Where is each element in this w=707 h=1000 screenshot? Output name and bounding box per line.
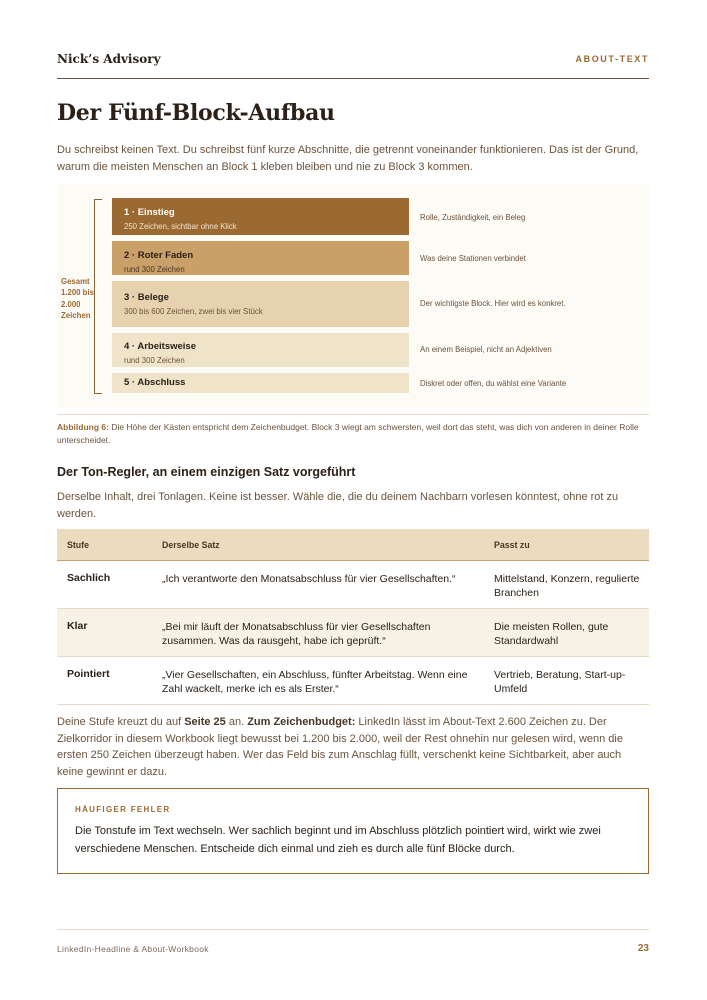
block-title: 3 · Belege — [124, 292, 169, 303]
intro-paragraph: Du schreibst keinen Text. Du schreibst fünf kurze Abschnitte, die getrennt voneinander funktionieren. Das ist der Grund, warum die meisten Menschen an Block 1 kleben bleiben und nie zu Block 3 kommen. — [57, 144, 639, 173]
warning-label: HÄUFIGER FEHLER — [75, 805, 171, 814]
caption-label: Abbildung 6: — [57, 422, 109, 432]
total-label: Gesamt 1.200 bis 2.000 Zeichen — [61, 277, 94, 320]
cell-passt: Vertrieb, Beratung, Start-up-Umfeld — [494, 669, 626, 695]
page-reference: Seite 25 — [184, 716, 226, 728]
cell-stufe: Pointiert — [67, 668, 110, 680]
column-header-passt: Passt zu — [494, 540, 530, 550]
cell-passt: Mittelstand, Konzern, regulierte Branchen — [494, 573, 640, 599]
page-number: 23 — [637, 943, 649, 954]
block-3-note: Der wichtigste Block. Hier wird es konkret. — [420, 299, 566, 308]
five-block-diagram — [57, 184, 649, 408]
page-header — [57, 52, 649, 79]
section-paragraph: Derselbe Inhalt, drei Tonlagen. Keine ist besser. Wähle die, die du deinem Nachbarn vorlesen könntest, ohne rot zu werden. — [57, 491, 619, 520]
block-subtitle: 300 bis 600 Zeichen, zwei bis vier Stück — [124, 307, 263, 316]
block-5-note: Diskret oder offen, du wählst eine Variante — [420, 379, 567, 388]
cell-passt: Die meisten Rollen, gute Standardwahl — [494, 621, 609, 647]
block-3 — [112, 281, 409, 327]
block-title: 4 · Arbeitsweise — [124, 341, 196, 352]
footer-title: LinkedIn-Headline & About-Workbook — [57, 944, 209, 954]
warning-text: Die Tonstufe im Text wechseln. Wer sachlich beginnt und im Abschluss plötzlich pointiert wird, wirkt wie zwei verschiedene Menschen. Entscheide dich einmal und zieh es durch alle fünf Blöcke durch. — [75, 825, 601, 855]
block-1 — [112, 198, 409, 235]
caption-text: Die Höhe der Kästen entspricht dem Zeichenbudget. Block 3 wiegt am schwersten, weil dort das steht, was dich von anderen in deiner Rolle unterscheidet. — [57, 422, 639, 445]
table-row — [57, 657, 649, 705]
section-heading: Der Ton-Regler, an einem einzigen Satz vorgeführt — [57, 465, 356, 479]
block-1-note: Rolle, Zuständigkeit, ein Beleg — [420, 213, 526, 222]
block-title: 5 · Abschluss — [124, 377, 186, 388]
page-title: Der Fünf-Block-Aufbau — [57, 100, 335, 126]
block-subtitle: rund 300 Zeichen — [124, 356, 185, 365]
block-2 — [112, 241, 409, 275]
column-header-satz: Derselbe Satz — [162, 540, 220, 550]
block-subtitle: rund 300 Zeichen — [124, 265, 185, 274]
table-header-row — [57, 529, 649, 561]
table-row — [57, 561, 649, 609]
budget-paragraph — [57, 714, 649, 780]
block-4-note: An einem Beispiel, nicht an Adjektiven — [420, 345, 552, 354]
page-footer — [57, 929, 649, 960]
block-5 — [112, 373, 409, 393]
cell-satz: „Bei mir läuft der Monatsabschluss für vier Gesellschaften zusammen. Was da rausgeht, habe ich geprüft.“ — [162, 621, 431, 647]
figure-caption — [57, 414, 649, 447]
cell-satz: „Vier Gesellschaften, ein Abschluss, fünfter Arbeitstag. Wenn eine Zahl wackelt, merke ich es als Erster.“ — [162, 669, 468, 695]
bracket — [94, 199, 102, 394]
tone-table — [57, 529, 649, 705]
block-subtitle: 250 Zeichen, sichtbar ohne Klick — [124, 222, 237, 231]
block-title: 1 · Einstieg — [124, 207, 175, 218]
brand-name: Nick’s Advisory — [57, 52, 161, 66]
page — [57, 0, 649, 1000]
budget-label: Zum Zeichenbudget: — [247, 716, 356, 728]
text-run: LinkedIn lässt im About-Text 2.600 Zeichen zu. Der Zielkorridor in diesem Workbook liegt bewusst bei 1.200 bis 2.000, weil der Rest ohnehin nur gelesen wird, wenn die ersten 250 Zeichen überzeugt haben. Wer das Feld bis zum Anschlag füllt, verschenkt keine Sichtbarkeit, aber auch keine gewinnt er dazu. — [57, 716, 623, 778]
cell-satz: „Ich verantworte den Monatsabschluss für vier Gesellschaften.“ — [162, 573, 456, 585]
column-header-stufe: Stufe — [67, 540, 89, 550]
cell-stufe: Sachlich — [67, 572, 111, 584]
block-2-note: Was deine Stationen verbindet — [420, 254, 526, 263]
text-run: an. — [225, 716, 248, 728]
block-title: 2 · Roter Faden — [124, 250, 194, 261]
section-label: ABOUT-TEXT — [575, 54, 649, 64]
block-4 — [112, 333, 409, 367]
common-mistake-box — [57, 788, 649, 874]
table-row — [57, 609, 649, 657]
cell-stufe: Klar — [67, 620, 88, 632]
text-run: Deine Stufe kreuzt du auf — [57, 716, 185, 728]
